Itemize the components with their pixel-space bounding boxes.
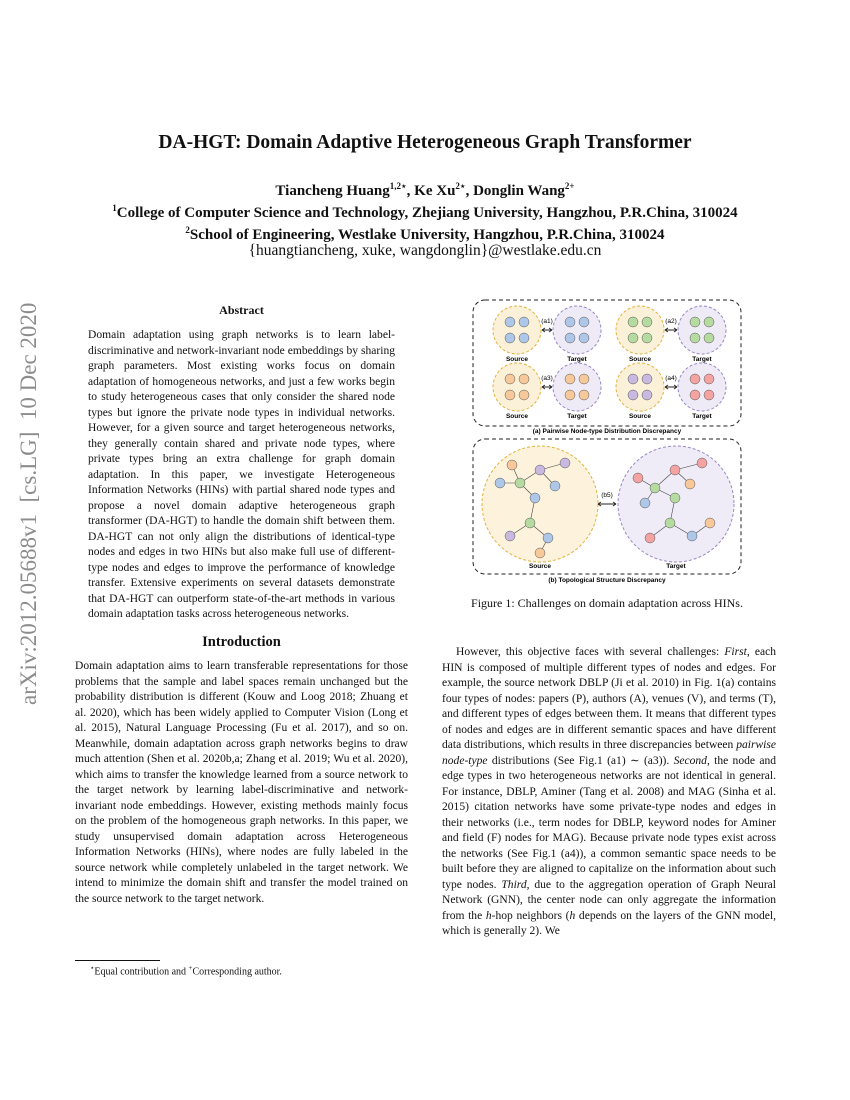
figure-caption: Figure 1: Challenges on domain adaptation across HINs.	[471, 596, 743, 610]
footnote-text: Corresponding author.	[192, 966, 282, 978]
paper-title: DA-HGT: Domain Adaptive Heterogeneous Graph Transformer	[158, 132, 692, 153]
affiliation-text: School of Engineering, Westlake University, Hangzhou, P.R.China, 310024	[189, 227, 665, 243]
footnote-text: Equal contribution and	[94, 966, 189, 978]
author-name: Ke Xu	[414, 183, 456, 199]
emphasis: First	[724, 646, 747, 658]
affiliation-mark: 2	[185, 225, 190, 235]
arxiv-stamp	[6, 290, 46, 710]
author-affil-mark: 1,2⋆	[389, 181, 407, 191]
emphasis: h	[569, 909, 576, 922]
affiliation-text: College of Computer Science and Technology, Zhejiang University, Hangzhou, P.R.China, 310024	[116, 205, 738, 221]
target-cluster-a4	[678, 363, 726, 411]
author-name: Donglin Wang	[473, 183, 565, 199]
target-label: Target	[692, 413, 712, 420]
arrow-a2	[665, 328, 677, 332]
affiliation-mark: 1	[112, 203, 117, 213]
emphasis: h	[485, 909, 492, 922]
source-graph-region	[482, 446, 598, 562]
figure-1	[470, 298, 744, 588]
source-label: Source	[628, 413, 652, 420]
source-label: Source	[528, 563, 552, 570]
arrow-label: (b5)	[601, 492, 613, 499]
arrow-a3	[542, 385, 552, 389]
arxiv-stamp-text: arXiv:2012.05688v1 [cs.LG] 10 Dec 2020	[16, 302, 41, 705]
source-cluster-a3	[493, 363, 541, 411]
source-cluster-a2	[616, 306, 664, 354]
source-label: Source	[628, 356, 652, 363]
emphasis: Second	[673, 754, 707, 767]
target-cluster-a1	[553, 306, 601, 354]
author-separator: ,	[406, 183, 415, 199]
author-separator: ,	[465, 183, 474, 199]
target-label: Target	[567, 413, 587, 420]
author-emails: {huangtiancheng, xuke, wangdonglin}@westlake.edu.cn	[248, 242, 602, 259]
target-cluster-a3	[553, 363, 601, 411]
author-affil-mark: 2⋆	[455, 181, 466, 191]
arrow-label: (a4)	[665, 375, 677, 382]
target-graph-region	[618, 446, 734, 562]
target-cluster-a2	[678, 306, 726, 354]
arrow-label: (a2)	[665, 318, 677, 325]
introduction-heading: Introduction	[202, 634, 281, 650]
emphasis: Third	[501, 878, 527, 891]
emphasis: pairwise node-type	[442, 739, 776, 767]
source-label: Source	[505, 356, 529, 363]
right-column-text	[442, 645, 776, 940]
abstract-text: Domain adaptation using graph networks is to learn label-discriminative and network-invariant node embeddings by sharing graph parameters. Most existing works focus on domain adaptation of homogeneous networks, and just a few works begin to study heterogeneous cases that only consider the shared node types but ignore the private node types in individual networks. However, for a given source and target heterogeneous networks, they generally contain shared and private node types, where private types bring an extra challenge for graph domain adaptation. In this paper, we investigate Heterogeneous Information Networks (HINs) with partial shared node types and propose a novel domain adaptive heterogeneous graph transformer (DA-HGT) to handle the domain shift between them. DA-HGT can not only align the distributions of identical-type nodes and edges in two HINs but also make full use of different-type nodes and edges to improve the performance of knowledge transfer. Extensive experiments on several datasets demonstrate that DA-HGT can outperform state-of-the-art methods in various domain adaptation tasks across heterogeneous networks.	[88, 329, 395, 620]
arrow-label: (a1)	[541, 318, 553, 325]
panel-b-label: (b) Topological Structure Discrepancy	[548, 577, 666, 584]
arrow-a1	[542, 328, 552, 332]
author-affil-mark: 2+	[564, 181, 575, 191]
introduction-text: Domain adaptation aims to learn transferable representations for those problems that the sample and label spaces remain unchanged but the probability distribution is different (Kouw and Loog 2018; Zhuang et al. 2020), which has been widely applied to Computer Vision (Long et al. 2015), Natural Language Processing (Fu et al. 2017), and so on. Meanwhile, domain adaptation across graph networks begins to draw much attention (Shen et al. 2020b,a; Zhang et al. 2019; Wu et al. 2020), which aims to transfer the knowledge learned from a source network to the target network by learning label-discriminative and network-invariant node embeddings. However, existing methods mainly focus on the problem of the homogeneous graph networks. In this paper, we study unsupervised domain adaptation across Heterogeneous Information Networks (HINs), where nodes are fully labeled in the source network while completely unlabeled in the target network. We intend to minimize the domain shift and transfer the model trained on the source network to the target network.	[75, 660, 408, 905]
paragraph: However, this objective faces with several challenges: First, each HIN is composed of multiple different types of nodes and edges. For example, the source network DBLP (Ji et al. 2010) in Fig. 1(a) contains four types of nodes: papers (P), authors (A), venues (V), and terms (T), and different types of edges between them. It means that different types of nodes and edges are in different semantic spaces and have different data distributions, which results in three discrepancies between pairwise node-type distributions (See Fig.1 (a1) ∼ (a3)). Second, the node and edge types in two heterogeneous networks are not identical in general. For instance, DBLP, Aminer (Tang et al. 2008) and MAG (Sinha et al. 2015) citation networks have some private-type nodes and edges in their networks (i.e., term nodes for DBLP, keyword nodes for Aminer and field (F) nodes for MAG). Because private node types exist across the networks (See Fig.1 (a4)), a common semantic space needs to be built before they are aligned to capitalize on the information about such type nodes. Third, due to the aggregation operation of Graph Neural Network (GNN), the center node can only aggregate the information from the h-hop neighbors (h depends on the layers of the GNN model, which is generally 2). We	[442, 646, 777, 937]
target-label: Target	[666, 563, 686, 570]
arrow-label: (a3)	[541, 375, 553, 382]
target-label: Target	[692, 356, 712, 363]
author-name: Tiancheng Huang	[275, 183, 390, 199]
footnote-mark: ⋆	[90, 964, 95, 972]
abstract-heading: Abstract	[219, 303, 264, 317]
footnote	[90, 964, 282, 977]
arrow-a4	[665, 385, 677, 389]
target-label: Target	[567, 356, 587, 363]
source-cluster-a1	[493, 306, 541, 354]
panel-a-label: (a) Pairwise Node-type Distribution Discrepancy	[532, 428, 682, 435]
footnote-rule	[75, 960, 160, 961]
source-cluster-a4	[616, 363, 664, 411]
arrow-b5	[598, 502, 616, 506]
footnote-mark: +	[188, 964, 193, 972]
source-label: Source	[505, 413, 529, 420]
